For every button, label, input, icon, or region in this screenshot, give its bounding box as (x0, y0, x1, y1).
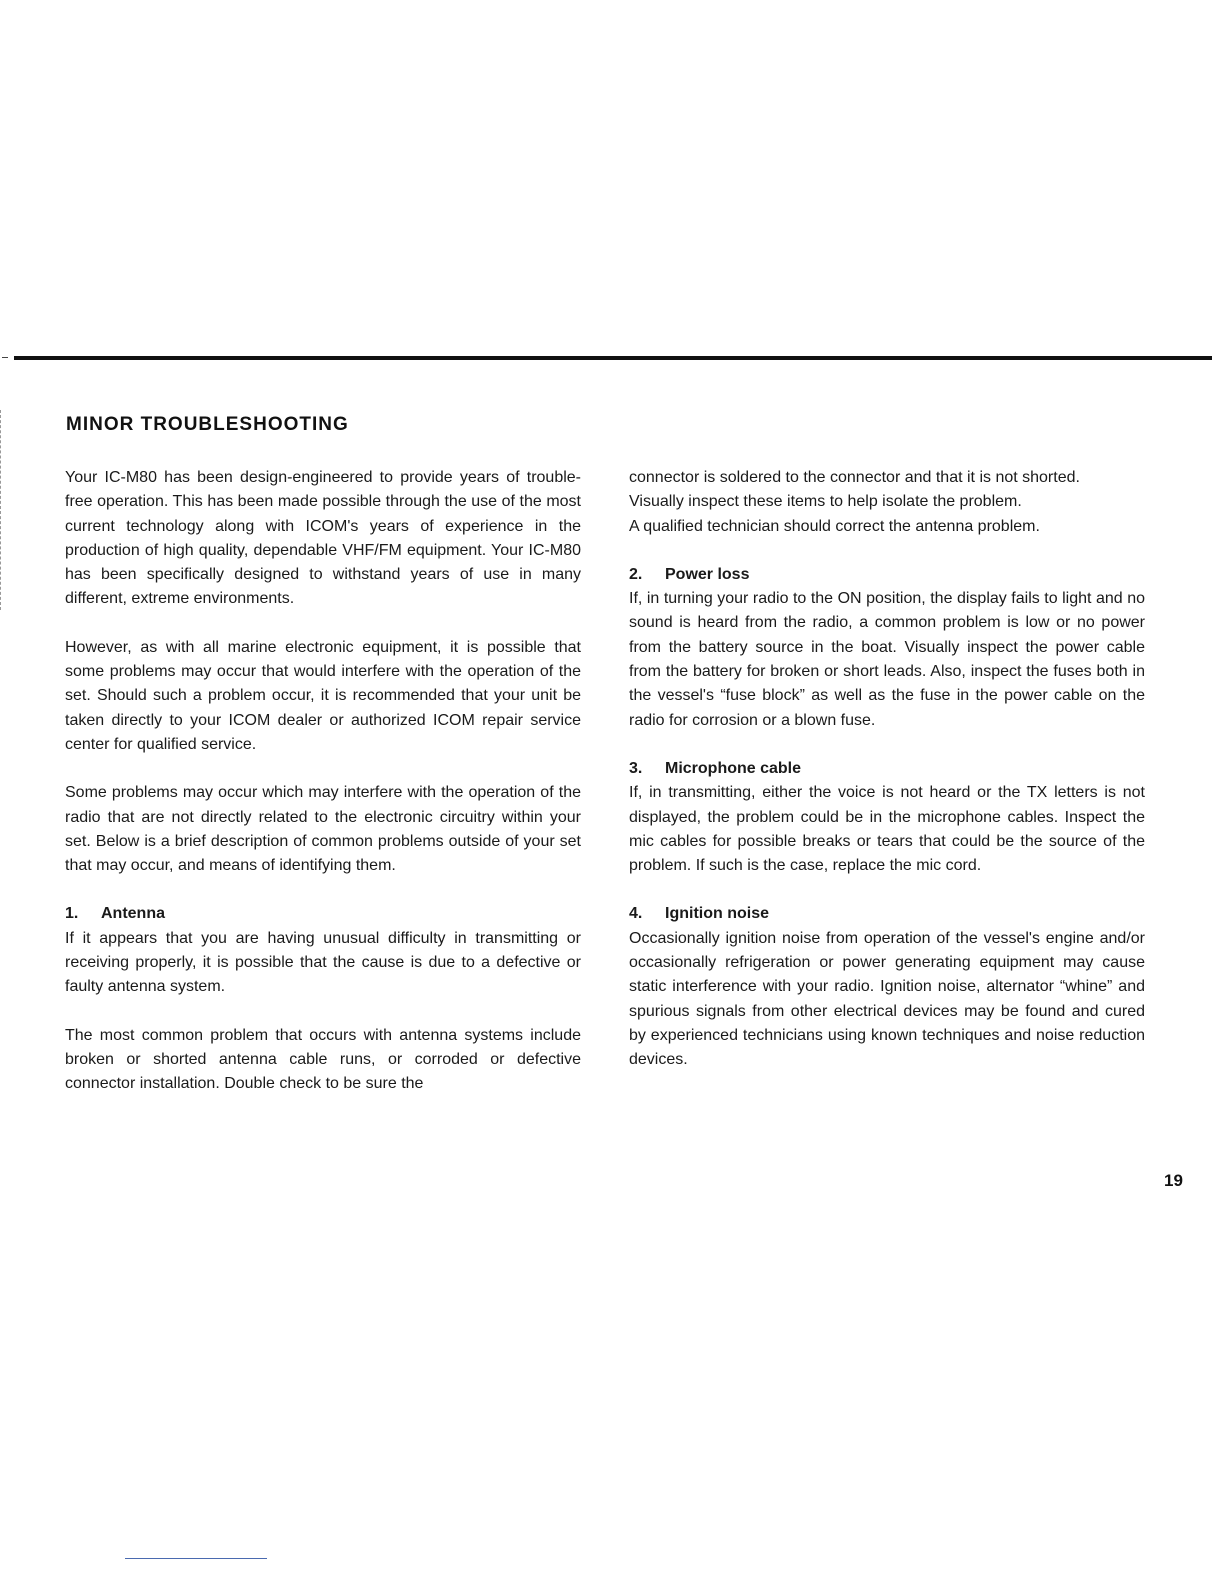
section-title: Antenna (101, 905, 165, 923)
intro-paragraph-3: Some problems may occur which may interfere with the operation of the radio that are not directly related to the electronic circuitry within your set. Below is a brief description of common problems outside of your set that may occur, and means of identifying them. (65, 784, 581, 875)
page-title: MINOR TROUBLESHOOTING (66, 414, 349, 435)
section-title: Ignition noise (665, 905, 769, 923)
section-ignition-noise (629, 902, 1145, 1072)
antenna-continued-line-2: Visually inspect these items to help isolate the problem. (629, 493, 1022, 511)
microphone-cable-body: If, in transmitting, either the voice is not heard or the TX letters is not displayed, the problem could be in the microphone cables. Inspect the mic cables for possible breaks or tears that could be the source of the problem. If such is the case, replace the mic cord. (629, 784, 1145, 875)
intro-paragraph-2: However, as with all marine electronic equipment, it is possible that some problems may occur that would interfere with the operation of the set. Should such a problem occur, it is recommended that your unit be taken directly to your ICOM dealer or authorized ICOM repair service center for qualified service. (65, 638, 581, 753)
section-number: 3. (629, 759, 643, 777)
intro-paragraph-1: Your IC-M80 has been design-engineered to provide years of trouble-free operation. This has been made possible through the use of the most current technology along with ICOM's years of experience in the production of high quality, dependable VHF/FM equipment. Your IC-M80 has been specifically designed to withstand years of use in many different, extreme environments. (65, 469, 581, 608)
antenna-paragraph-1: If it appears that you are having unusual difficulty in transmitting or receiving properly, it is possible that the cause is due to a defective or faulty antenna system. (65, 929, 581, 996)
section-number: 1. (65, 905, 79, 923)
bottom-rule (125, 1558, 267, 1559)
left-column (65, 466, 581, 1097)
section-microphone-cable (629, 757, 1145, 878)
antenna-continued-line-3: A qualified technician should correct the antenna problem. (629, 517, 1040, 535)
section-title: Microphone cable (665, 759, 802, 777)
section-antenna-continued (629, 466, 1145, 539)
section-heading (65, 902, 581, 926)
rule-tick (2, 357, 8, 358)
section-antenna (65, 902, 581, 1096)
page-number: 19 (1164, 1171, 1183, 1190)
power-loss-body: If, in turning your radio to the ON position, the display fails to light and no sound is heard from the radio, a common problem is low or no power from the battery source in the boat. Visually inspect the power cable from the battery for broken or short leads. Also, inspect the fuses both in the vessel's “fuse block” as well as the fuse in the power cable on the radio for corrosion or a blown fuse. (629, 590, 1145, 729)
right-column (629, 466, 1145, 1073)
section-heading (629, 563, 1145, 587)
section-heading (629, 757, 1145, 781)
margin-marks (0, 410, 4, 610)
section-heading (629, 902, 1145, 926)
section-number: 4. (629, 905, 643, 923)
antenna-paragraph-2: The most common problem that occurs with antenna systems include broken or shorted antenna cable runs, or corroded or defective connector installation. Double check to be sure the (65, 1026, 581, 1093)
top-rule (14, 356, 1212, 360)
section-power-loss (629, 563, 1145, 733)
section-title: Power loss (665, 565, 750, 583)
antenna-continued-line-1: connector is soldered to the connector and that it is not shorted. (629, 469, 1080, 486)
ignition-noise-body: Occasionally ignition noise from operation of the vessel's engine and/or occasionally refrigeration or power generating equipment may cause static interference with your radio. Ignition noise, alternator “whine” and spurious signals from other electrical devices may be found and cured by experienced technicians using known techniques and noise reduction devices. (629, 929, 1145, 1069)
section-number: 2. (629, 565, 643, 583)
